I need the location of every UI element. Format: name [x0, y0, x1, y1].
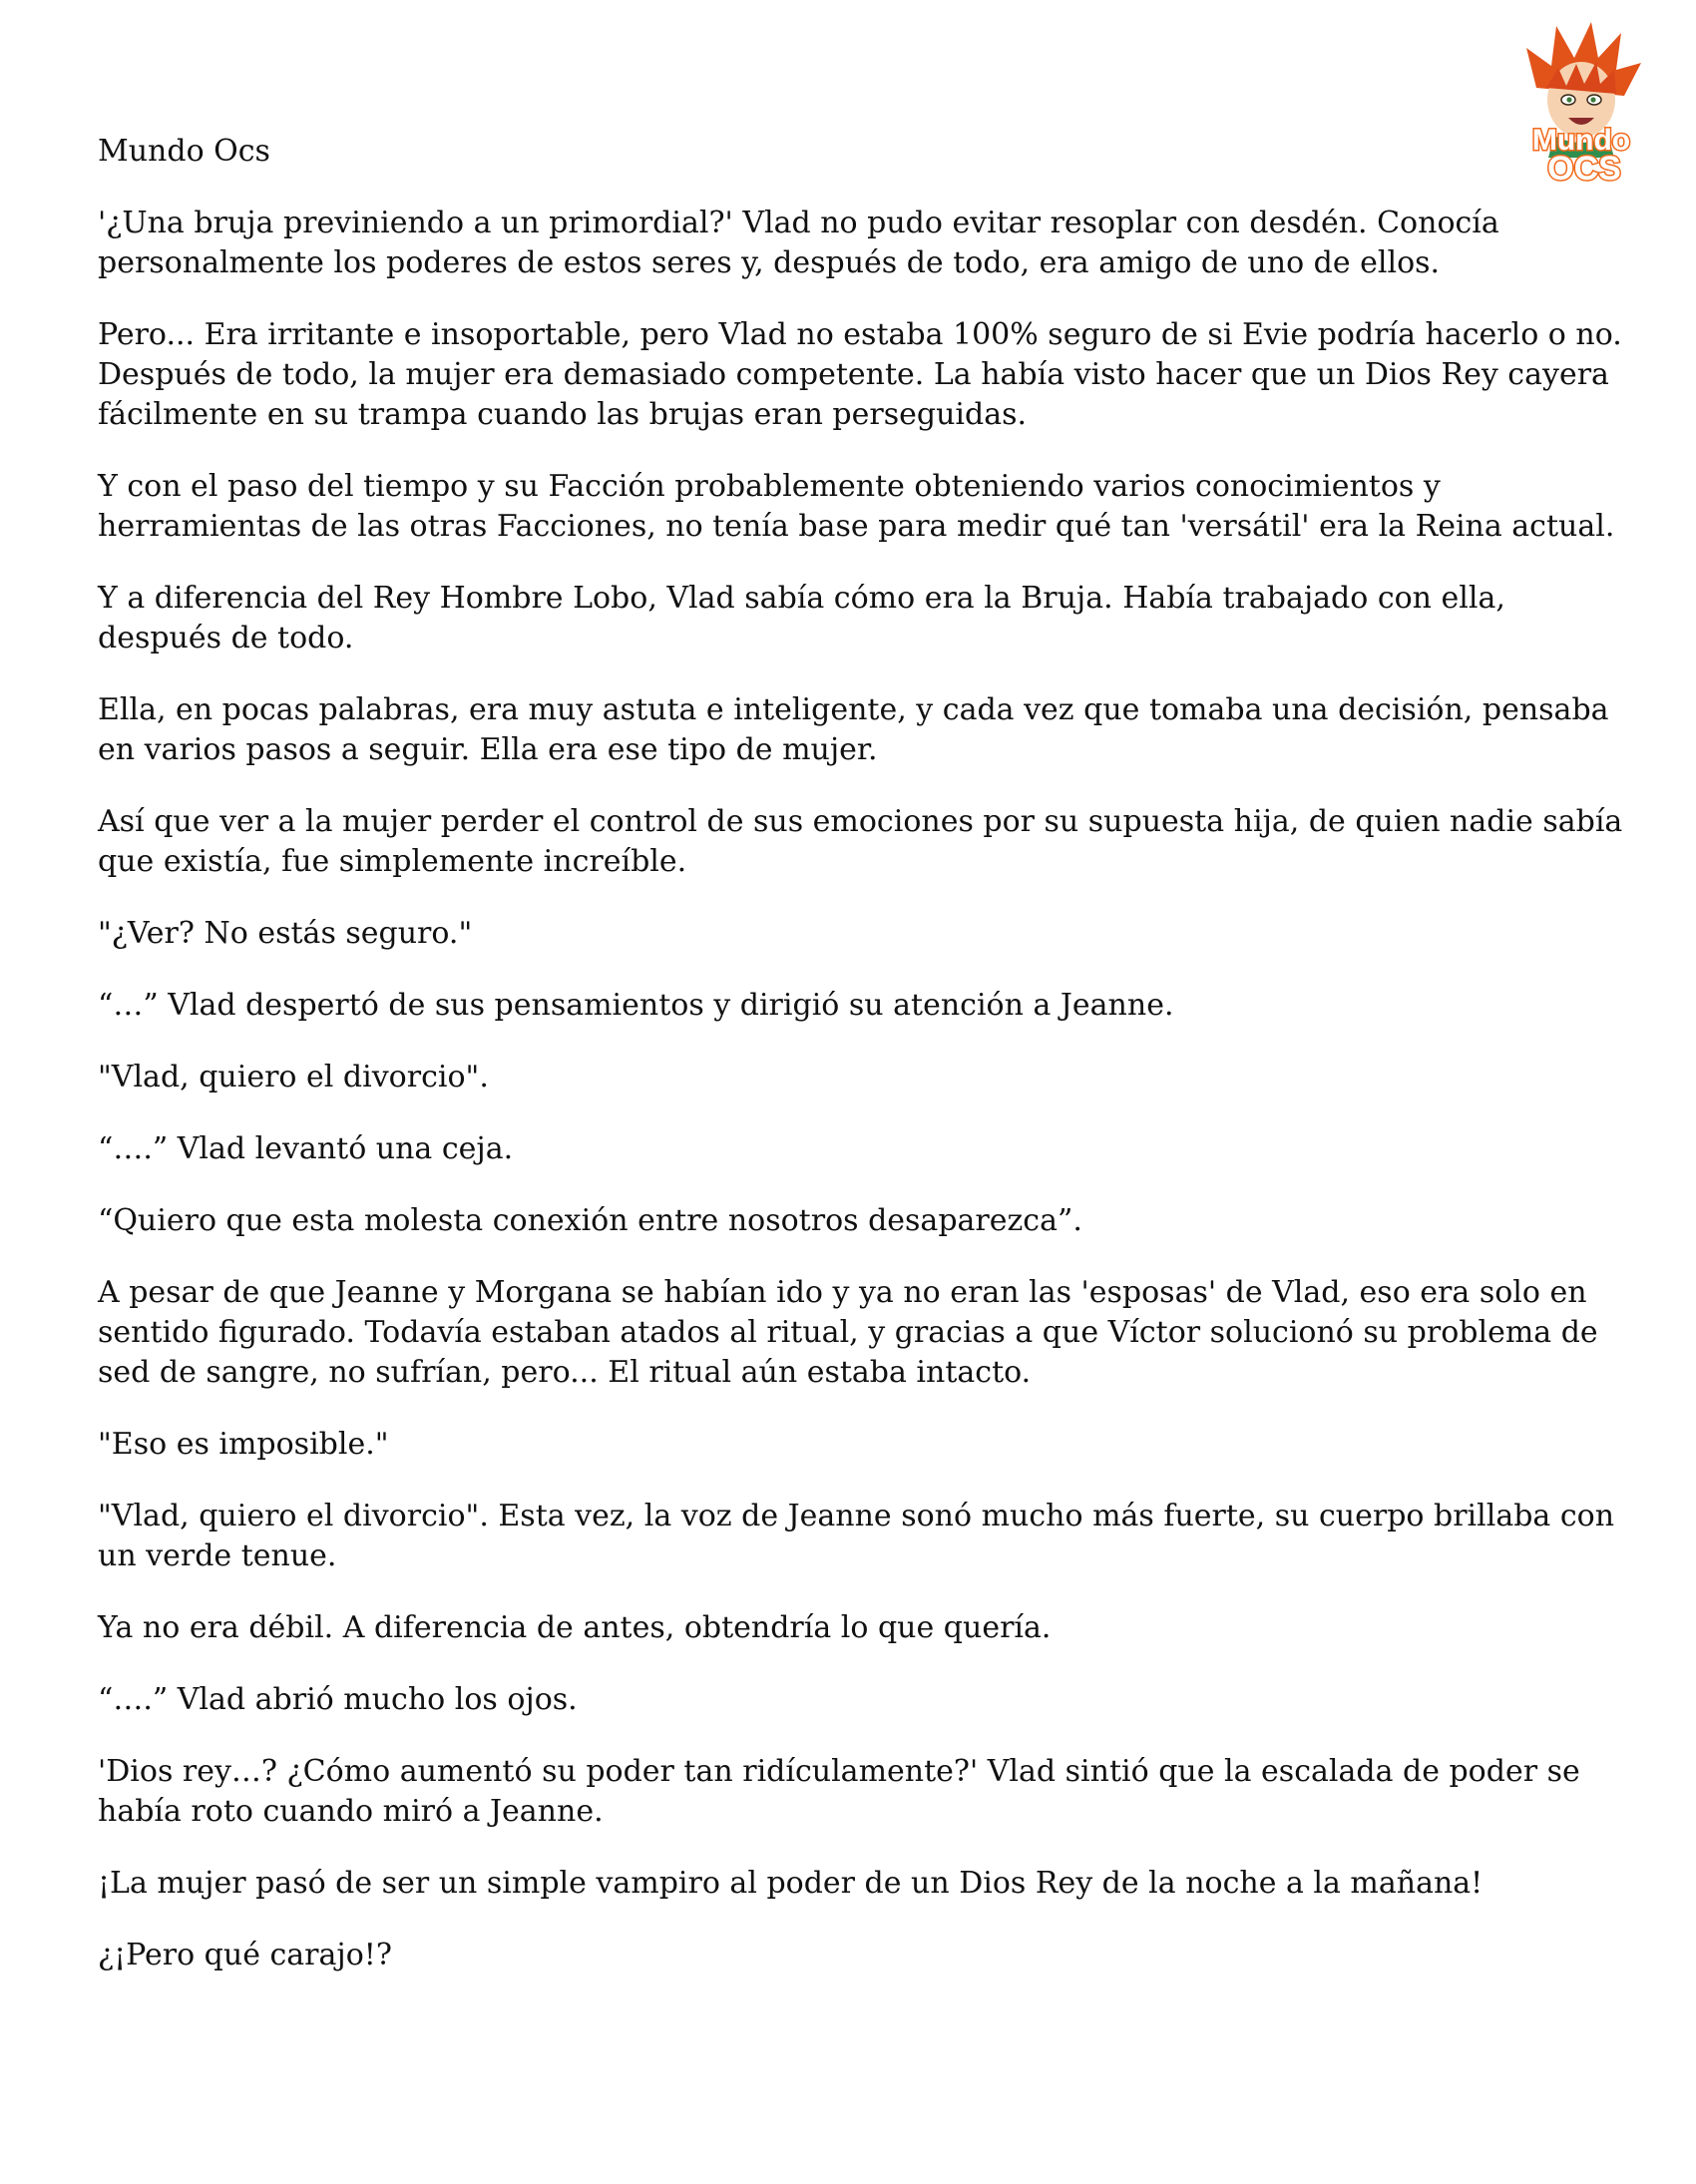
paragraph: "Vlad, quiero el divorcio". Esta vez, la voz de Jeanne sonó mucho más fuerte, su cuerpo brillaba con un verde tenue. — [98, 1499, 1615, 1573]
paragraph: "Eso es imposible." — [98, 1427, 389, 1462]
paragraph: "Vlad, quiero el divorcio". — [98, 1060, 489, 1094]
paragraph: '¿Una bruja previniendo a un primordial?' Vlad no pudo evitar resoplar con desdén. Conocía personalmente los poderes de estos seres y, después de todo, era amigo de uno de ellos. — [98, 206, 1499, 280]
paragraph: “….” Vlad levantó una ceja. — [98, 1131, 514, 1166]
paragraph: Pero... Era irritante e insoportable, pero Vlad no estaba 100% seguro de si Evie podría hacerlo o no. Después de todo, la mujer era demasiado competente. La había visto hacer que un Dios Rey cayera fácilmente en su trampa cuando las brujas eran perseguidas. — [98, 317, 1622, 432]
paragraph: “…” Vlad despertó de sus pensamientos y dirigió su atención a Jeanne. — [98, 988, 1174, 1023]
paragraph: Ya no era débil. A diferencia de antes, obtendría lo que quería. — [98, 1610, 1052, 1645]
svg-text:OCS: OCS — [1547, 150, 1621, 188]
paragraph: ¿¡Pero qué carajo!? — [98, 1938, 392, 1972]
paragraph: ¡La mujer pasó de ser un simple vampiro al poder de un Dios Rey de la noche a la mañana! — [98, 1866, 1484, 1901]
document-body — [98, 132, 1634, 2007]
paragraph: Y a diferencia del Rey Hombre Lobo, Vlad sabía cómo era la Bruja. Había trabajado con ella, después de todo. — [98, 581, 1505, 655]
paragraph: A pesar de que Jeanne y Morgana se habían ido y ya no eran las 'esposas' de Vlad, eso era solo en sentido figurado. Todavía estaban atados al ritual, y gracias a que Víctor solucionó su problema de sed de sangre, no sufrían, pero... El ritual aún estaba intacto. — [98, 1275, 1598, 1390]
svg-text:Mundo: Mundo — [1531, 124, 1631, 157]
paragraph: Y con el paso del tiempo y su Facción probablemente obteniendo varios conocimientos y herramientas de las otras Facciones, no tenía base para medir qué tan 'versátil' era la Reina actual. — [98, 469, 1615, 544]
paragraph: 'Dios rey…? ¿Cómo aumentó su poder tan ridículamente?' Vlad sintió que la escalada de poder se había roto cuando miró a Jeanne. — [98, 1754, 1580, 1829]
paragraph: “….” Vlad abrió mucho los ojos. — [98, 1682, 578, 1717]
paragraph: “Quiero que esta molesta conexión entre nosotros desaparezca”. — [98, 1203, 1082, 1238]
paragraph: "¿Ver? No estás seguro." — [98, 916, 473, 951]
paragraph: Ella, en pocas palabras, era muy astuta e inteligente, y cada vez que tomaba una decisión, pensaba en varios pasos a seguir. Ella era ese tipo de mujer. — [98, 692, 1609, 767]
document-title: Mundo Ocs — [98, 134, 270, 169]
paragraph: Así que ver a la mujer perder el control de sus emociones por su supuesta hija, de quien nadie sabía que existía, fue simplemente increíble. — [98, 804, 1623, 879]
